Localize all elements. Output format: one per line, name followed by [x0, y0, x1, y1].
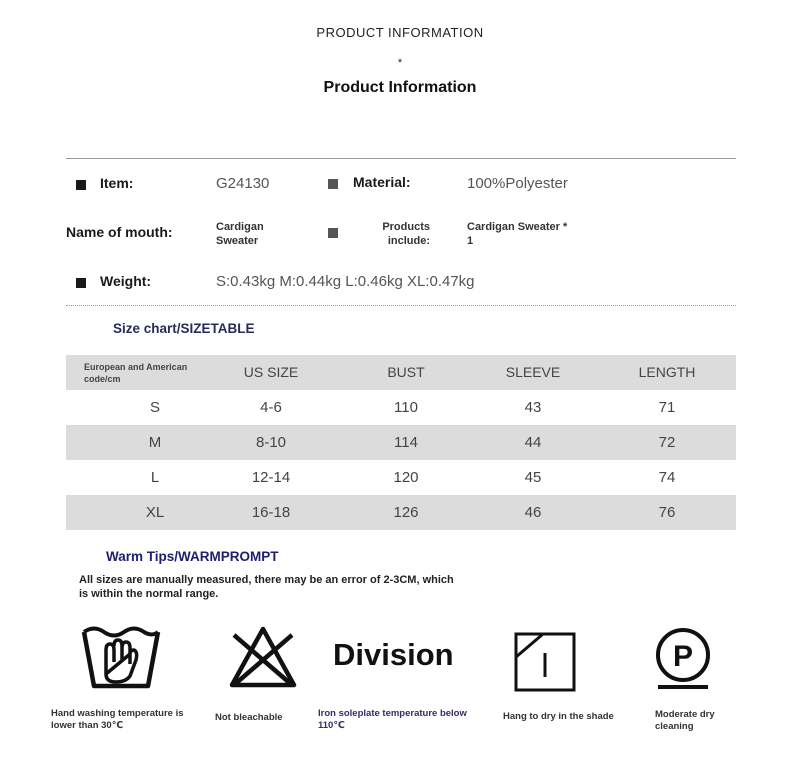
length-cell: 72	[658, 434, 676, 451]
header-bust: BUST	[387, 364, 425, 380]
top-title: PRODUCT INFORMATION	[316, 25, 484, 40]
name-value	[216, 220, 264, 248]
weight-label: Weight:	[100, 273, 152, 289]
bullet-icon	[76, 180, 86, 190]
page-title: Product Information	[323, 79, 477, 96]
divider-dotted	[66, 305, 736, 306]
hand-wash-line1: Hand washing temperature is	[51, 708, 184, 719]
us-size-cell: 8-10	[255, 434, 287, 451]
sleeve-cell: 46	[524, 504, 542, 521]
divider-top	[66, 158, 736, 159]
table-row	[66, 495, 736, 530]
sleeve-cell: 45	[524, 469, 542, 486]
no-bleach-icon	[228, 625, 298, 689]
hang-dry-caption: Hang to dry in the shade	[503, 711, 614, 722]
bullet-icon	[328, 179, 338, 189]
iron-line2: 110℃	[318, 720, 345, 731]
division-text: Division	[333, 637, 454, 672]
us-size-cell: 12-14	[251, 469, 291, 486]
iron-line1: Iron soleplate temperature below	[318, 708, 467, 719]
table-header-row	[66, 355, 736, 390]
dry-clean-line1: Moderate dry	[655, 709, 715, 720]
bullet-icon	[328, 228, 338, 238]
hand-wash-line2: lower than 30℃	[51, 720, 124, 731]
bust-cell: 120	[393, 469, 419, 486]
tips-text	[79, 573, 454, 601]
sleeve-cell: 43	[524, 399, 542, 416]
material-label: Material:	[353, 174, 411, 190]
warm-tips-title: Warm Tips/WARMPROMPT	[106, 549, 279, 564]
hand-wash-caption	[51, 708, 184, 732]
tips-line2: is within the normal range.	[79, 588, 219, 600]
table-row	[66, 460, 736, 495]
size-cell: M	[148, 434, 162, 451]
products-label	[360, 220, 430, 248]
item-value: G24130	[216, 175, 270, 192]
products-label-line2: include:	[387, 235, 430, 247]
bust-cell: 126	[393, 504, 419, 521]
bullet-icon	[76, 278, 86, 288]
hand-wash-icon	[80, 622, 162, 694]
iron-caption	[318, 708, 467, 732]
header-us-size: US SIZE	[243, 364, 299, 380]
header-sleeve: SLEEVE	[505, 364, 561, 380]
not-bleachable-caption: Not bleachable	[215, 712, 283, 723]
us-size-cell: 16-18	[251, 504, 291, 521]
tips-line1: All sizes are manually measured, there may be an error of 2-3CM, which	[79, 574, 454, 586]
item-label: Item:	[100, 175, 134, 191]
size-cell: L	[150, 469, 160, 486]
title-star: *	[397, 57, 403, 69]
material-value: 100%Polyester	[467, 175, 568, 192]
table-row	[66, 425, 736, 460]
length-cell: 74	[658, 469, 676, 486]
length-cell: 71	[658, 399, 676, 416]
dry-clean-icon	[653, 625, 713, 691]
size-cell: S	[149, 399, 160, 416]
products-value-line1: Cardigan Sweater *	[467, 221, 568, 233]
sleeve-cell: 44	[524, 434, 542, 451]
size-cell: XL	[145, 504, 165, 521]
table-row	[66, 390, 736, 425]
products-value-line2: 1	[467, 235, 474, 247]
dry-clean-line2: cleaning	[655, 721, 694, 732]
dry-clean-symbol: P	[672, 640, 694, 673]
bust-cell: 110	[394, 399, 418, 416]
us-size-cell: 4-6	[260, 399, 282, 416]
name-label: Name of mouth:	[66, 224, 173, 240]
products-value	[467, 220, 567, 248]
header-code: European and American code/cm	[84, 362, 188, 384]
weight-value: S:0.43kg M:0.44kg L:0.46kg XL:0.47kg	[216, 273, 475, 290]
length-cell: 76	[658, 504, 676, 521]
name-value-line1: Cardigan	[216, 221, 264, 233]
bust-cell: 114	[394, 434, 418, 451]
products-label-line1: Products	[382, 221, 430, 233]
dry-clean-caption	[655, 709, 715, 733]
name-value-line2: Sweater	[216, 235, 259, 247]
hang-dry-shade-icon	[513, 631, 577, 693]
header-length: LENGTH	[638, 364, 696, 380]
size-chart-title: Size chart/SIZETABLE	[113, 321, 255, 336]
